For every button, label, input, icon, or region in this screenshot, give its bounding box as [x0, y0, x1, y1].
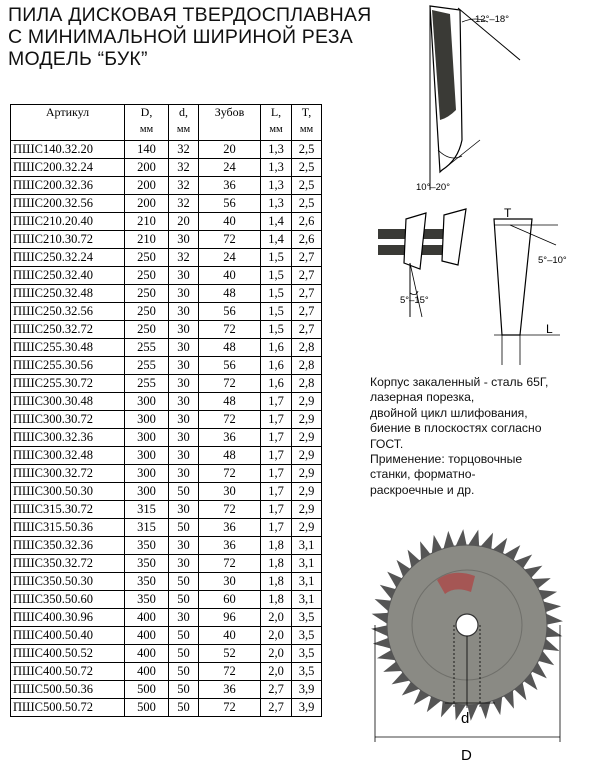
table-row	[11, 303, 322, 321]
table-cell: 3,5	[292, 609, 322, 627]
table-cell: ПШС210.30.72	[11, 231, 125, 249]
table-row	[11, 699, 322, 717]
table-cell: 50	[169, 627, 199, 645]
desc-line: станки, форматно-	[370, 467, 476, 482]
table-cell: 48	[199, 393, 261, 411]
table-cell: 1,7	[261, 411, 292, 429]
table-cell: 50	[169, 699, 199, 717]
table-row	[11, 447, 322, 465]
angle-bottom-label: 10°–20°	[416, 182, 451, 193]
table-cell: 400	[125, 609, 169, 627]
saw-blade-illustration	[355, 520, 595, 765]
title-line-2: С МИНИМАЛЬНОЙ ШИРИНОЙ РЕЗА	[8, 26, 353, 48]
table-cell: 30	[169, 501, 199, 519]
table-row	[11, 483, 322, 501]
taper-diagram	[480, 205, 600, 370]
table-cell: 250	[125, 249, 169, 267]
table-cell: ПШС255.30.48	[11, 339, 125, 357]
table-cell: 30	[199, 573, 261, 591]
table-row	[11, 249, 322, 267]
table-cell: 300	[125, 483, 169, 501]
desc-line: биение в плоскостях согласно	[370, 421, 542, 436]
tooth-angle-diagram	[400, 0, 600, 200]
table-cell: 300	[125, 429, 169, 447]
table-cell: 250	[125, 303, 169, 321]
table-cell: 210	[125, 231, 169, 249]
table-row	[11, 267, 322, 285]
table-cell: ПШС300.32.72	[11, 465, 125, 483]
table-cell: 3,5	[292, 627, 322, 645]
table-cell: ПШС400.30.96	[11, 609, 125, 627]
table-cell: 3,9	[292, 681, 322, 699]
table-cell: 30	[169, 303, 199, 321]
table-row	[11, 627, 322, 645]
header-body-thickness: L, мм	[261, 105, 292, 141]
table-cell: 30	[169, 357, 199, 375]
table-cell: 30	[169, 555, 199, 573]
table-cell: 2,0	[261, 609, 292, 627]
table-row	[11, 537, 322, 555]
label-L: L	[546, 322, 553, 336]
table-cell: 2,0	[261, 645, 292, 663]
table-cell: 50	[169, 591, 199, 609]
table-cell: 1,7	[261, 429, 292, 447]
table-cell: 1,7	[261, 447, 292, 465]
table-cell: 72	[199, 465, 261, 483]
table-cell: 3,9	[292, 699, 322, 717]
table-cell: ПШС300.32.36	[11, 429, 125, 447]
table-row	[11, 195, 322, 213]
header-teeth: Зубов	[199, 105, 261, 141]
table-cell: 30	[169, 465, 199, 483]
table-cell: 30	[169, 267, 199, 285]
table-cell: 50	[169, 681, 199, 699]
table-row	[11, 357, 322, 375]
table-cell: 2,9	[292, 429, 322, 447]
table-cell: 1,5	[261, 285, 292, 303]
table-cell: 400	[125, 627, 169, 645]
table-cell: 2,7	[292, 321, 322, 339]
header-diameter: D, мм	[125, 105, 169, 141]
table-cell: 1,7	[261, 393, 292, 411]
table-cell: 36	[199, 429, 261, 447]
table-cell: 2,8	[292, 375, 322, 393]
table-cell: 2,6	[292, 231, 322, 249]
table-cell: 2,9	[292, 501, 322, 519]
table-cell: 3,5	[292, 663, 322, 681]
table-cell: ПШС300.32.48	[11, 447, 125, 465]
table-cell: 255	[125, 357, 169, 375]
table-cell: 1,8	[261, 573, 292, 591]
table-row	[11, 285, 322, 303]
table-cell: 3,5	[292, 645, 322, 663]
bore-hole	[456, 614, 478, 636]
table-cell: 50	[169, 645, 199, 663]
table-row	[11, 663, 322, 681]
table-cell: 2,9	[292, 465, 322, 483]
table-cell: 30	[169, 321, 199, 339]
table-cell: 1,5	[261, 303, 292, 321]
table-cell: 2,7	[292, 267, 322, 285]
table-cell: 1,6	[261, 357, 292, 375]
table-cell: ПШС400.50.72	[11, 663, 125, 681]
table-cell: ПШС300.50.30	[11, 483, 125, 501]
table-cell: 250	[125, 267, 169, 285]
table-cell: 250	[125, 321, 169, 339]
table-cell: 2,7	[292, 303, 322, 321]
table-cell: 36	[199, 519, 261, 537]
table-cell: 2,7	[261, 699, 292, 717]
table-cell: 40	[199, 627, 261, 645]
side-angle-diagram	[370, 205, 480, 320]
angle-top-label: 12°–18°	[475, 14, 510, 25]
table-cell: 30	[169, 339, 199, 357]
table-row	[11, 465, 322, 483]
table-cell: 30	[169, 609, 199, 627]
table-row	[11, 159, 322, 177]
table-cell: 350	[125, 573, 169, 591]
table-cell: 1,7	[261, 501, 292, 519]
table-cell: 210	[125, 213, 169, 231]
table-cell: 2,7	[292, 285, 322, 303]
table-cell: 72	[199, 555, 261, 573]
table-cell: 50	[169, 519, 199, 537]
table-cell: ПШС315.50.36	[11, 519, 125, 537]
table-cell: 72	[199, 663, 261, 681]
table-cell: ПШС500.50.36	[11, 681, 125, 699]
table-cell: ПШС350.50.60	[11, 591, 125, 609]
table-cell: 52	[199, 645, 261, 663]
table-cell: 48	[199, 285, 261, 303]
table-cell: ПШС350.50.30	[11, 573, 125, 591]
table-row	[11, 375, 322, 393]
table-cell: 2,5	[292, 177, 322, 195]
table-cell: 48	[199, 339, 261, 357]
table-cell: 1,8	[261, 591, 292, 609]
table-header-row	[11, 105, 322, 141]
table-cell: 2,5	[292, 195, 322, 213]
table-cell: 40	[199, 213, 261, 231]
table-cell: 2,7	[261, 681, 292, 699]
table-cell: 30	[169, 285, 199, 303]
table-cell: 315	[125, 519, 169, 537]
table-row	[11, 573, 322, 591]
table-cell: 500	[125, 681, 169, 699]
table-cell: 32	[169, 141, 199, 159]
table-cell: 2,9	[292, 483, 322, 501]
table-row	[11, 177, 322, 195]
table-cell: 72	[199, 501, 261, 519]
table-cell: 500	[125, 699, 169, 717]
table-cell: 72	[199, 699, 261, 717]
table-cell: 1,4	[261, 231, 292, 249]
table-cell: ПШС250.32.56	[11, 303, 125, 321]
product-description	[370, 375, 595, 498]
table-cell: 250	[125, 285, 169, 303]
table-cell: ПШС250.32.40	[11, 267, 125, 285]
table-row	[11, 429, 322, 447]
table-row	[11, 645, 322, 663]
table-cell: 300	[125, 411, 169, 429]
table-cell: 3,1	[292, 537, 322, 555]
table-cell: 1,7	[261, 483, 292, 501]
table-cell: 200	[125, 195, 169, 213]
table-cell: ПШС350.32.36	[11, 537, 125, 555]
table-cell: 40	[199, 267, 261, 285]
table-cell: 200	[125, 177, 169, 195]
table-cell: 1,7	[261, 465, 292, 483]
table-cell: 32	[169, 159, 199, 177]
table-cell: 48	[199, 447, 261, 465]
product-title	[8, 4, 408, 70]
table-cell: 30	[169, 231, 199, 249]
angle-side-label: 5°–15°	[400, 295, 429, 306]
table-cell: 1,5	[261, 321, 292, 339]
table-cell: 50	[169, 663, 199, 681]
table-cell: ПШС400.50.40	[11, 627, 125, 645]
tooth-side-2	[442, 209, 466, 265]
table-cell: 1,4	[261, 213, 292, 231]
table-cell: 1,5	[261, 249, 292, 267]
table-cell: 32	[169, 249, 199, 267]
table-cell: 36	[199, 177, 261, 195]
table-cell: 72	[199, 375, 261, 393]
blade-section	[494, 219, 532, 335]
label-D: D	[461, 747, 472, 764]
table-cell: 3,1	[292, 555, 322, 573]
table-cell: 2,9	[292, 519, 322, 537]
table-cell: 200	[125, 159, 169, 177]
table-cell: 96	[199, 609, 261, 627]
table-cell: 20	[199, 141, 261, 159]
table-row	[11, 231, 322, 249]
table-cell: 1,8	[261, 537, 292, 555]
table-cell: 2,8	[292, 357, 322, 375]
table-row	[11, 555, 322, 573]
header-article: Артикул	[11, 105, 125, 141]
table-row	[11, 321, 322, 339]
table-cell: 50	[169, 483, 199, 501]
desc-line: Применение: торцовочные	[370, 452, 523, 467]
table-cell: 3,1	[292, 591, 322, 609]
table-row	[11, 591, 322, 609]
table-cell: 2,7	[292, 249, 322, 267]
table-cell: 72	[199, 321, 261, 339]
title-line-1: ПИЛА ДИСКОВАЯ ТВЕРДОСПЛАВНАЯ	[8, 4, 372, 26]
table-cell: 72	[199, 231, 261, 249]
table-cell: 1,3	[261, 195, 292, 213]
table-row	[11, 141, 322, 159]
table-cell: 56	[199, 303, 261, 321]
table-cell: 1,3	[261, 141, 292, 159]
header-bore: d, мм	[169, 105, 199, 141]
table-cell: ПШС500.50.72	[11, 699, 125, 717]
table-cell: 2,9	[292, 411, 322, 429]
tooth-side-1	[404, 213, 426, 269]
table-cell: ПШС250.32.48	[11, 285, 125, 303]
table-cell: 350	[125, 555, 169, 573]
table-cell: 300	[125, 393, 169, 411]
table-cell: 2,0	[261, 627, 292, 645]
table-cell: 2,5	[292, 159, 322, 177]
table-cell: 1,6	[261, 339, 292, 357]
table-cell: 20	[169, 213, 199, 231]
table-cell: 2,5	[292, 141, 322, 159]
table-cell: 2,6	[292, 213, 322, 231]
table-cell: 30	[169, 537, 199, 555]
table-cell: ПШС200.32.56	[11, 195, 125, 213]
table-row	[11, 213, 322, 231]
table-cell: ПШС400.50.52	[11, 645, 125, 663]
table-cell: 1,3	[261, 177, 292, 195]
label-d: d	[461, 710, 470, 727]
table-cell: 2,8	[292, 339, 322, 357]
desc-line: лазерная порезка,	[370, 390, 475, 405]
table-cell: 350	[125, 591, 169, 609]
table-row	[11, 501, 322, 519]
title-line-3: МОДЕЛЬ “БУК”	[8, 48, 148, 70]
desc-line: двойной цикл шлифования,	[370, 405, 528, 420]
table-cell: ПШС300.30.72	[11, 411, 125, 429]
table-cell: 32	[169, 177, 199, 195]
table-cell: 30	[169, 375, 199, 393]
desc-line: ГОСТ.	[370, 436, 404, 451]
desc-line: раскроечные и др.	[370, 482, 475, 497]
table-cell: 400	[125, 663, 169, 681]
table-cell: 1,6	[261, 375, 292, 393]
table-cell: ПШС250.32.72	[11, 321, 125, 339]
table-row	[11, 609, 322, 627]
table-cell: 300	[125, 465, 169, 483]
table-row	[11, 393, 322, 411]
table-cell: 36	[199, 537, 261, 555]
table-row	[11, 411, 322, 429]
table-cell: 30	[199, 483, 261, 501]
table-cell: 140	[125, 141, 169, 159]
table-cell: ПШС200.32.36	[11, 177, 125, 195]
table-row	[11, 339, 322, 357]
table-cell: 56	[199, 195, 261, 213]
table-cell: ПШС250.32.24	[11, 249, 125, 267]
table-cell: 60	[199, 591, 261, 609]
table-cell: 50	[169, 573, 199, 591]
table-cell: 2,9	[292, 393, 322, 411]
table-cell: ПШС315.30.72	[11, 501, 125, 519]
table-cell: ПШС255.30.72	[11, 375, 125, 393]
table-cell: 36	[199, 681, 261, 699]
table-cell: 2,0	[261, 663, 292, 681]
table-cell: 315	[125, 501, 169, 519]
table-cell: 30	[169, 411, 199, 429]
table-row	[11, 519, 322, 537]
table-cell: 72	[199, 411, 261, 429]
specs-table	[10, 104, 322, 717]
table-row	[11, 681, 322, 699]
table-cell: 350	[125, 537, 169, 555]
table-cell: 255	[125, 339, 169, 357]
table-cell: 24	[199, 249, 261, 267]
table-cell: 400	[125, 645, 169, 663]
table-cell: 30	[169, 447, 199, 465]
table-cell: 1,3	[261, 159, 292, 177]
table-cell: 1,7	[261, 519, 292, 537]
table-cell: ПШС200.32.24	[11, 159, 125, 177]
table-cell: ПШС210.20.40	[11, 213, 125, 231]
table-cell: 255	[125, 375, 169, 393]
table-cell: 3,1	[292, 573, 322, 591]
angle-taper-label: 5°–10°	[538, 255, 567, 266]
table-cell: ПШС350.32.72	[11, 555, 125, 573]
table-cell: 30	[169, 393, 199, 411]
table-cell: 56	[199, 357, 261, 375]
table-cell: ПШС300.30.48	[11, 393, 125, 411]
table-cell: ПШС140.32.20	[11, 141, 125, 159]
desc-line: Корпус закаленный - сталь 65Г,	[370, 375, 549, 389]
table-cell: 1,8	[261, 555, 292, 573]
table-cell: 32	[169, 195, 199, 213]
table-cell: ПШС255.30.56	[11, 357, 125, 375]
table-cell: 2,9	[292, 447, 322, 465]
header-cut-width: T, мм	[292, 105, 322, 141]
table-cell: 30	[169, 429, 199, 447]
table-cell: 300	[125, 447, 169, 465]
label-T: T	[504, 206, 512, 220]
table-cell: 1,5	[261, 267, 292, 285]
table-cell: 24	[199, 159, 261, 177]
